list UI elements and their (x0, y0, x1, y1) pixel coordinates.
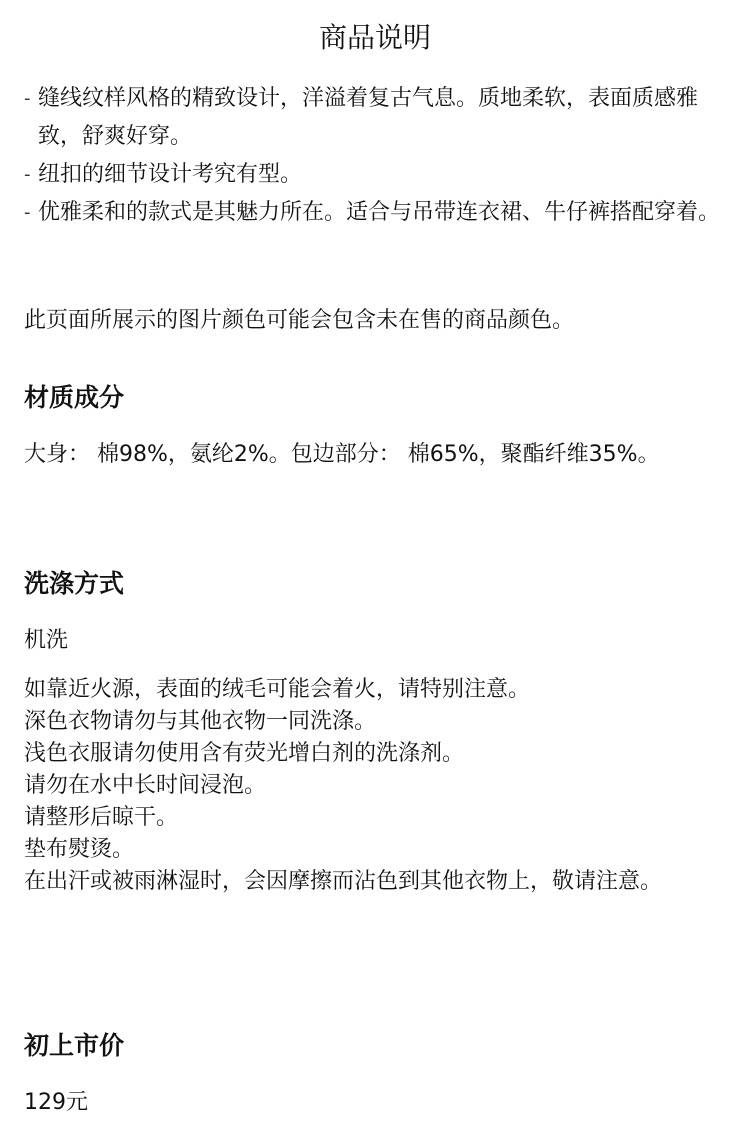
care-instruction: 在出汗或被雨淋湿时，会因摩擦而沾色到其他衣物上，敬请注意。 (24, 869, 663, 894)
feature-text: 优雅柔和的款式是其魅力所在。适合与吊带连衣裙、牛仔裤搭配穿着。 (38, 200, 721, 225)
care-instruction: 垫布熨烫。 (24, 837, 135, 862)
feature-text: 缝线纹样风格的精致设计，洋溢着复古气息。质地柔软，表面质感雅致，舒爽好穿。 (38, 86, 699, 149)
color-disclaimer: 此页面所展示的图片颜色可能会包含未在售的商品颜色。 (24, 308, 575, 333)
bullet-dash: - (24, 202, 31, 223)
washing-heading: 洗涤方式 (24, 569, 125, 598)
care-instructions (24, 674, 734, 898)
page-title: 商品说明 (318, 21, 431, 54)
feature-item (24, 80, 734, 156)
feature-text: 纽扣的细节设计考究有型。 (38, 162, 303, 187)
price-heading: 初上市价 (24, 1031, 125, 1060)
feature-list (24, 80, 734, 232)
bullet-dash: - (24, 88, 31, 109)
care-instruction: 如靠近火源，表面的绒毛可能会着火，请特别注意。 (24, 677, 531, 702)
feature-item (24, 194, 734, 232)
care-instruction: 深色衣物请勿与其他衣物一同洗涤。 (24, 709, 377, 734)
washing-method: 机洗 (24, 628, 69, 653)
care-instruction: 浅色衣服请勿使用含有荧光增白剂的洗涤剂。 (24, 741, 465, 766)
material-composition: 大身： 棉98%，氨纶2%。包边部分： 棉65%，聚酯纤维35%。 (24, 442, 660, 467)
material-heading: 材质成分 (24, 383, 125, 412)
bullet-dash: - (24, 164, 31, 185)
feature-item (24, 156, 734, 194)
care-instruction: 请整形后晾干。 (24, 805, 179, 830)
care-instruction: 请勿在水中长时间浸泡。 (24, 773, 267, 798)
launch-price: 129元 (24, 1090, 88, 1115)
